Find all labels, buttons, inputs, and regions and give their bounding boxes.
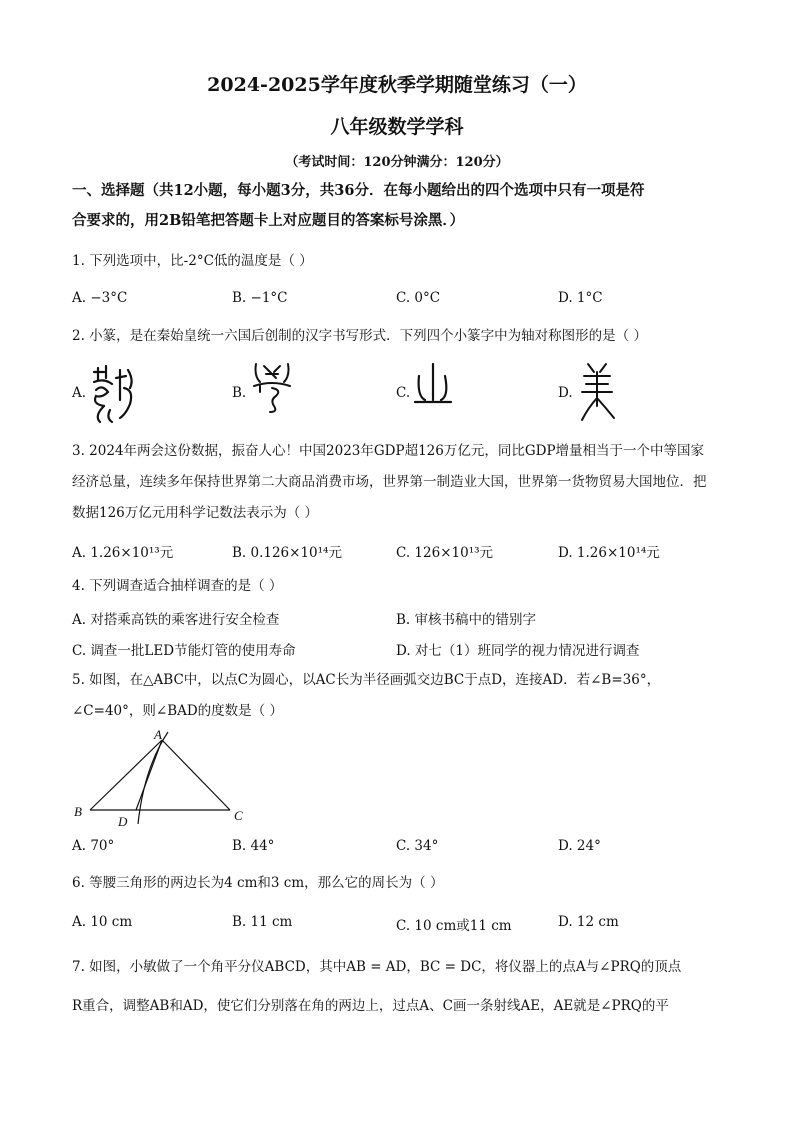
q2-option-a-label: A.: [72, 385, 87, 401]
question-3-stem-line3: 数据126万亿元用科学记数法表示为（ ）: [72, 505, 319, 521]
q6-option-d: D. 12 cm: [558, 914, 619, 930]
exam-info: （考试时间：120分钟满分：120分）: [285, 155, 509, 170]
question-1-options: [72, 290, 732, 314]
q4-option-a: A. 对搭乘高铁的乘客进行安全检查: [72, 612, 280, 628]
q3-option-b: B. 0.126×10¹⁴元: [232, 545, 342, 561]
question-5-stem-line2: ∠C=40°，则∠BAD的度数是（ ）: [72, 703, 283, 719]
side-ab: [90, 740, 162, 810]
question-1-stem: 1. 下列选项中，比-2°C低的温度是（ ）: [72, 253, 313, 269]
q5-option-d: D. 24°: [558, 838, 601, 854]
q3-option-a: A. 1.26×10¹³元: [72, 545, 174, 561]
section-heading-line2: 合要求的，用2B铅笔把答题卡上对应题目的答案标号涂黑．）: [72, 212, 465, 229]
question-3-stem-line2: 经济总量，连续多年保持世界第二大商品消费市场，世界第一制造业大国，世界第一货物贸易大国地位．把: [72, 474, 707, 490]
seal-char-zhi-icon: [413, 362, 453, 408]
q3-option-c: C. 126×10¹³元: [396, 545, 494, 561]
q2-option-b-label: B.: [232, 385, 247, 401]
section-heading-line1: 一、选择题（共12小题，每小题3分，共36分．在每小题给出的四个选项中只有一项是符: [72, 182, 645, 199]
question-7-stem-line1: 7. 如图，小敏做了一个角平分仪ABCD，其中AB = AD，BC = DC，将仪器上的点A与∠PRQ的顶点: [72, 959, 682, 975]
q1-option-b: B. −1°C: [232, 290, 288, 306]
q1-option-c: C. 0°C: [396, 290, 441, 306]
q4-option-b: B. 审核书稿中的错别字: [396, 612, 537, 628]
q6-option-b: B. 11 cm: [232, 914, 293, 930]
question-3-options: [72, 541, 732, 565]
q5-option-b: B. 44°: [232, 838, 275, 854]
q4-option-d: D. 对七（1）班同学的视力情况进行调查: [396, 643, 640, 659]
question-5-stem-line1: 5. 如图，在△ABC中，以点C为圆心，以AC长为半径画弧交边BC于点D，连接AD．若∠B=36°，: [72, 672, 661, 688]
q4-option-c: C. 调查一批LED节能灯管的使用寿命: [72, 643, 296, 659]
question-4-options-row2: [72, 639, 732, 665]
q6-option-a: A. 10 cm: [72, 914, 133, 930]
q2-option-c-label: C.: [396, 385, 411, 401]
question-7-stem-line2: R重合，调整AB和AD，使它们分别落在角的两边上，过点A、C画一条射线AE，AE就是∠PRQ的平: [72, 998, 669, 1014]
question-5-options: [72, 838, 732, 862]
label-b: B: [74, 804, 82, 819]
question-3-stem-line1: 3. 2024年两会这份数据，振奋人心！中国2023年GDP超126万亿元，同比GDP增量相当于一个中等国家: [72, 443, 705, 459]
exam-title: 2024-2025学年度秋季学期随堂练习（一）: [207, 74, 587, 96]
triangle-figure: [70, 728, 270, 832]
question-4-options-row1: [72, 608, 732, 634]
q1-option-a: A. −3°C: [72, 290, 128, 306]
seal-char-xue-icon: [250, 360, 294, 414]
q2-option-d-label: D.: [558, 385, 573, 401]
q6-option-c: C. 10 cm或11 cm: [396, 918, 512, 934]
exam-subject: 八年级数学学科: [330, 116, 464, 138]
label-d: D: [118, 814, 128, 829]
seal-char-mei-icon: [574, 360, 620, 422]
question-6-options: [72, 914, 732, 938]
q1-option-d: D. 1°C: [558, 290, 603, 306]
seal-char-shu-icon: [90, 360, 140, 426]
q5-option-c: C. 34°: [396, 838, 439, 854]
label-c: C: [234, 808, 243, 823]
q5-option-a: A. 70°: [72, 838, 115, 854]
question-4-stem: 4. 下列调查适合抽样调查的是（ ）: [72, 578, 283, 594]
q3-option-d: D. 1.26×10¹⁴元: [558, 545, 660, 561]
question-2-stem: 2. 小篆，是在秦始皇统一六国后创制的汉字书写形式．下列四个小篆字中为轴对称图形的是（ ）: [72, 328, 647, 344]
question-6-stem: 6. 等腰三角形的两边长为4 cm和3 cm，那么它的周长为（ ）: [72, 875, 444, 891]
label-a: A: [154, 728, 162, 742]
side-ac: [162, 740, 230, 810]
